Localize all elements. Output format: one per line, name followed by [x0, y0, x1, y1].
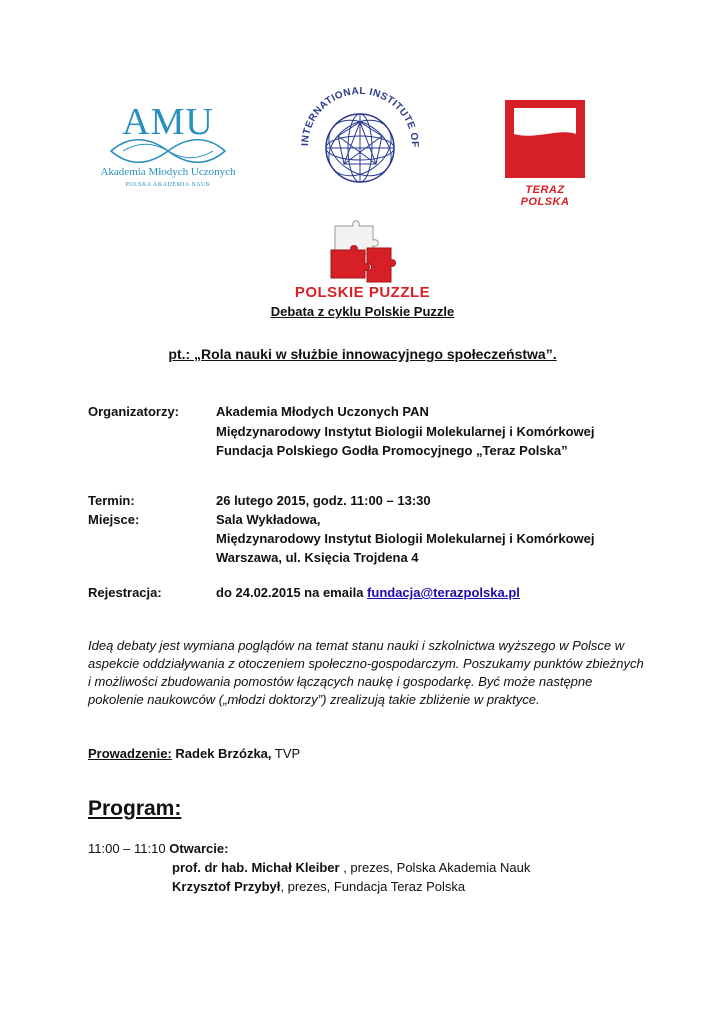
- program-heading: Program:: [88, 797, 182, 820]
- organizers-label: Organizatorzy:: [88, 404, 180, 419]
- registration-value: [216, 585, 520, 600]
- infinity-icon: [103, 138, 233, 164]
- amu-logo: [98, 100, 238, 200]
- flag-icon: [505, 100, 585, 178]
- page-title: Debata z cyklu Polskie Puzzle: [270, 304, 455, 319]
- amu-logo-name: Akademia Młodych Uczonych: [100, 166, 236, 178]
- organizer-line: Fundacja Polskiego Godła Promocyjnego „Teraz Polska”: [216, 443, 568, 458]
- speaker-name: Krzysztof Przybył: [172, 879, 281, 894]
- program-item-title: Otwarcie:: [169, 841, 229, 856]
- speaker-role: , prezes, Fundacja Teraz Polska: [280, 879, 466, 894]
- place-label: Miejsce:: [88, 512, 140, 527]
- term-value: 26 lutego 2015, godz. 11:00 – 13:30: [216, 493, 431, 508]
- puzzle-pieces-icon: [325, 214, 400, 284]
- place-line: Międzynarodowy Instytut Biologii Molekularnej i Komórkowej: [216, 531, 595, 546]
- amu-logo-sub: POLSKA AKADEMIA NAUK: [125, 182, 211, 188]
- moderator-name: Radek Brzózka,: [175, 746, 272, 761]
- iimcb-logo: [290, 82, 430, 204]
- polskie-puzzle-text: POLSKIE PUZZLE: [294, 284, 431, 301]
- teraz-polska-text: TERAZ POLSKA: [520, 184, 570, 208]
- moderator-org: TVP: [271, 746, 301, 761]
- teraz-polska-logo: [500, 100, 590, 208]
- organizer-line: Międzynarodowy Instytut Biologii Molekularnej i Komórkowej: [216, 424, 595, 439]
- place-line: Sala Wykładowa,: [216, 512, 321, 527]
- moderator-line: [88, 746, 300, 761]
- polskie-puzzle-logo: [290, 214, 435, 304]
- place-line: Warszawa, ul. Księcia Trojdena 4: [216, 550, 419, 565]
- term-label: Termin:: [88, 493, 135, 508]
- registration-label: Rejestracja:: [88, 585, 162, 600]
- geodesic-sphere-icon: [290, 82, 430, 204]
- speaker-role: , prezes, Polska Akademia Nauk: [339, 860, 531, 875]
- speaker-name: prof. dr hab. Michał Kleiber: [172, 860, 340, 875]
- page-subtitle: pt.: „Rola nauki w służbie innowacyjnego społeczeństwa”.: [168, 346, 557, 362]
- svg-text:INTERNATIONAL INSTITUTE OF MOL: INTERNATIONAL INSTITUTE OF: [299, 85, 421, 149]
- program-item-time: 11:00 – 11:10: [88, 841, 166, 856]
- program-speaker: [172, 879, 465, 894]
- registration-prefix: do 24.02.2015 na emaila: [216, 585, 368, 600]
- organizer-line: Akademia Młodych Uczonych PAN: [216, 404, 429, 419]
- description-paragraph: Ideą debaty jest wymiana poglądów na temat stanu nauki i szkolnictwa wyższego w Polsce w aspekcie oddziaływania z otoczeniem społeczno-gospodarczym. Poszukamy punktów zbieżnych i możliwości zbudowania pomostów łączących naukę i gospodarkę. Być może następne pokolenie naukowców („młodzi doktorzy”) zrealizują takie zbliżenie w praktyce.: [88, 638, 644, 707]
- program-item: [88, 841, 228, 856]
- registration-email-link[interactable]: fundacja@terazpolska.pl: [367, 585, 520, 600]
- program-speaker: [172, 860, 530, 875]
- moderator-label: Prowadzenie:: [88, 746, 172, 761]
- amu-logo-acronym: AMU: [122, 101, 214, 143]
